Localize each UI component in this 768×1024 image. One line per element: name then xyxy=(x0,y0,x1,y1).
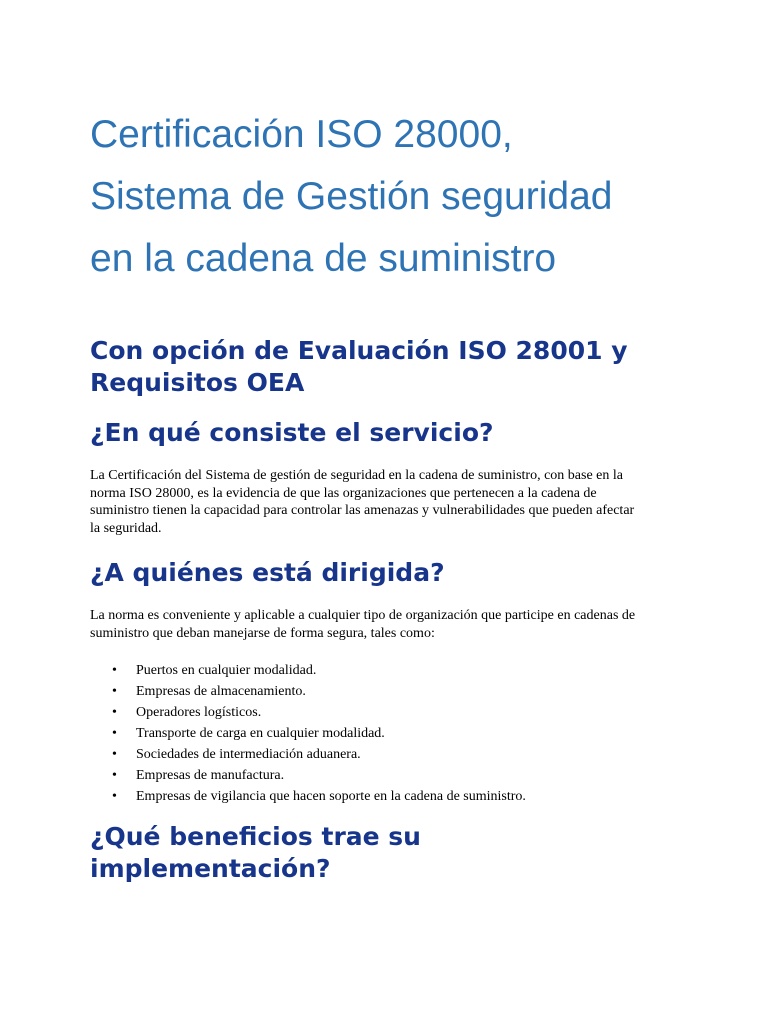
paragraph-line: suministro tienen la capacidad para controlar las amenazas y vulnerabilidades que pueden afectar xyxy=(90,503,635,518)
section-paragraph-service xyxy=(90,467,690,537)
subtitle-line: Con opción de Evaluación ISO 28001 y xyxy=(90,336,628,365)
title-line: en la cadena de suministro xyxy=(90,237,557,280)
document-title xyxy=(90,104,690,290)
list-item xyxy=(90,702,690,723)
list-item-text: Empresas de manufactura. xyxy=(136,768,285,783)
title-line: Sistema de Gestión seguridad xyxy=(90,175,613,218)
list-item-text: Transporte de carga en cualquier modalidad. xyxy=(136,726,385,741)
heading-line: implementación? xyxy=(90,854,331,883)
bullet-icon: • xyxy=(112,663,117,678)
bullet-icon: • xyxy=(112,684,117,699)
list-item xyxy=(90,765,690,786)
list-item xyxy=(90,723,690,744)
bullet-icon: • xyxy=(112,726,117,741)
section-paragraph-audience xyxy=(90,607,690,642)
section-heading-benefits xyxy=(90,821,690,885)
paragraph-line: La Certificación del Sistema de gestión de seguridad en la cadena de suministro, con base en la xyxy=(90,468,623,483)
title-line: Certificación ISO 28000, xyxy=(90,113,513,156)
list-item xyxy=(90,786,690,807)
section-heading-service: ¿En qué consiste el servicio? xyxy=(90,418,494,447)
list-item-text: Empresas de almacenamiento. xyxy=(136,684,306,699)
paragraph-line: suministro que deban manejarse de forma segura, tales como: xyxy=(90,625,435,641)
list-item-text: Sociedades de intermediación aduanera. xyxy=(136,747,361,762)
list-item xyxy=(90,660,690,681)
list-item xyxy=(90,681,690,702)
bullet-icon: • xyxy=(112,768,117,783)
heading-line: ¿Qué beneficios trae su xyxy=(90,822,421,851)
list-item-text: Puertos en cualquier modalidad. xyxy=(136,663,317,678)
paragraph-line: La norma es conveniente y aplicable a cualquier tipo de organización que participe en cadenas de xyxy=(90,608,636,623)
document-subtitle xyxy=(90,335,690,399)
bullet-icon: • xyxy=(112,705,117,720)
bullet-icon: • xyxy=(112,747,117,762)
section-heading-audience: ¿A quiénes está dirigida? xyxy=(90,558,445,587)
list-item-text: Empresas de vigilancia que hacen soporte en la cadena de suministro. xyxy=(136,789,526,804)
list-item xyxy=(90,744,690,765)
list-item-text: Operadores logísticos. xyxy=(136,705,262,720)
bullet-icon: • xyxy=(112,789,117,804)
audience-list xyxy=(90,660,690,807)
paragraph-line: norma ISO 28000, es la evidencia de que las organizaciones que pertenecen a la cadena de xyxy=(90,485,597,501)
paragraph-line: la seguridad. xyxy=(90,520,162,536)
subtitle-line: Requisitos OEA xyxy=(90,368,305,397)
